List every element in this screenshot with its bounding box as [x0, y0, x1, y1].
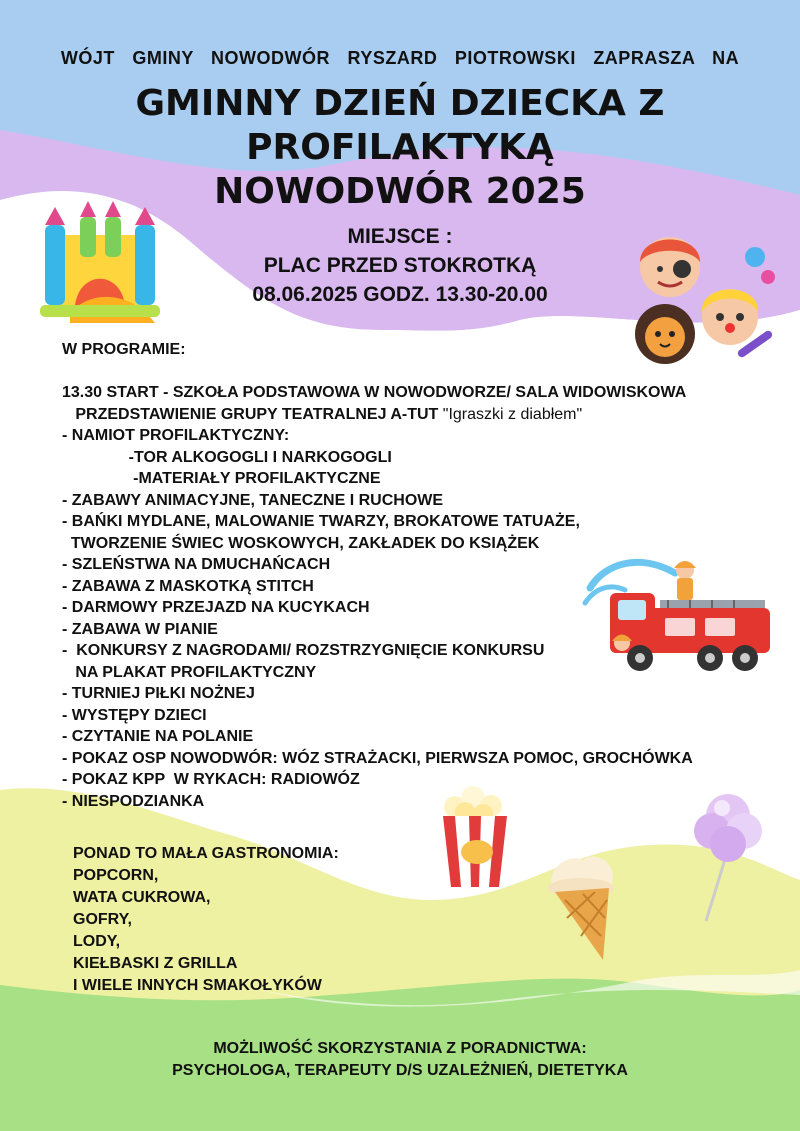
list-item: - NIESPODZIANKA	[62, 792, 205, 810]
fire-truck-icon	[580, 548, 780, 683]
list-item: - KONKURSY Z NAGRODAMI/ ROZSTRZYGNIĘCIE KONKURSU	[62, 642, 545, 659]
list-item: NA PLAKAT PROFILAKTYCZNY	[62, 663, 317, 681]
bouncy-castle-icon	[35, 195, 165, 330]
list-item: LODY,	[73, 933, 121, 950]
list-item: - POKAZ OSP NOWODWÓR: WÓZ STRAŻACKI, PIERWSZA POMOC, GROCHÓWKA	[62, 749, 693, 767]
list-item: - WYSTĘPY DZIECI	[62, 706, 207, 724]
list-item: - NAMIOT PROFILAKTYCZNY:	[62, 427, 290, 444]
ice-cream-icon	[545, 848, 625, 963]
list-item: - ZABAWA W PIANIE	[62, 620, 218, 638]
advice-block	[0, 1038, 800, 1082]
place-block	[200, 222, 600, 309]
play-title: "Igraszki z diabłem"	[442, 405, 583, 423]
gastronomy-heading: PONAD TO MAŁA GASTRONOMIA:	[73, 845, 339, 862]
list-item: - TURNIEJ PIŁKI NOŻNEJ	[62, 685, 255, 702]
list-item: POPCORN,	[73, 867, 159, 884]
event-title-line1: GMINNY DZIEŃ DZIECKA Z PROFILAKTYKĄ	[135, 83, 665, 168]
list-item: - ZABAWA Z MASKOTKĄ STITCH	[62, 577, 314, 595]
place-datetime: 08.06.2025 GODZ. 13.30-20.00	[252, 283, 548, 306]
list-item: -TOR ALKOGOGLI I NARKOGOGLI	[62, 448, 392, 466]
cotton-candy-icon	[688, 786, 768, 926]
list-item: KIEŁBASKI Z GRILLA	[73, 955, 238, 972]
popcorn-icon	[435, 782, 515, 892]
list-item: TWORZENIE ŚWIEC WOSKOWYCH, ZAKŁADEK DO KSIĄŻEK	[62, 534, 540, 552]
list-item: - POKAZ KPP W RYKACH: RADIOWÓZ	[62, 771, 360, 788]
invitation-line: WÓJT GMINY NOWODWÓR RYSZARD PIOTROWSKI ZAPRASZA NA	[60, 48, 740, 68]
list-item: - CZYTANIE NA POLANIE	[62, 728, 254, 745]
list-item: - BAŃKI MYDLANE, MALOWANIE TWARZY, BROKATOWE TATUAŻE,	[62, 513, 580, 530]
list-item: I WIELE INNYCH SMAKOŁYKÓW	[73, 977, 322, 994]
gastronomy-list	[73, 843, 339, 997]
advice-line2: PSYCHOLOGA, TERAPEUTY D/S UZALEŻNIEŃ, DIETETYKA	[172, 1062, 628, 1079]
theatre-group-label: PRZEDSTAWIENIE GRUPY TEATRALNEJ A-TUT	[62, 405, 443, 423]
place-location: PLAC PRZED STOKROTKĄ	[263, 254, 537, 277]
list-item: 13.30 START - SZKOŁA PODSTAWOWA W NOWODWORZE/ SALA WIDOWISKOWA	[62, 384, 687, 401]
advice-line1: MOŻLIWOŚĆ SKORZYSTANIA Z PORADNICTWA:	[213, 1040, 587, 1057]
place-label: MIEJSCE :	[347, 225, 453, 248]
list-item: -MATERIAŁY PROFILAKTYCZNE	[62, 470, 381, 487]
event-title-line2: NOWODWÓR 2025	[214, 171, 586, 212]
list-item	[62, 404, 693, 426]
list-item: GOFRY,	[73, 911, 132, 928]
list-item: WATA CUKROWA,	[73, 889, 211, 906]
list-item: - SZLEŃSTWA NA DMUCHAŃCACH	[62, 556, 331, 573]
face-painting-icon	[620, 222, 780, 372]
list-item: - ZABAWY ANIMACYJNE, TANECZNE I RUCHOWE	[62, 491, 444, 509]
program-heading: W PROGRAMIE:	[62, 341, 186, 358]
list-item: - DARMOWY PRZEJAZD NA KUCYKACH	[62, 599, 370, 616]
